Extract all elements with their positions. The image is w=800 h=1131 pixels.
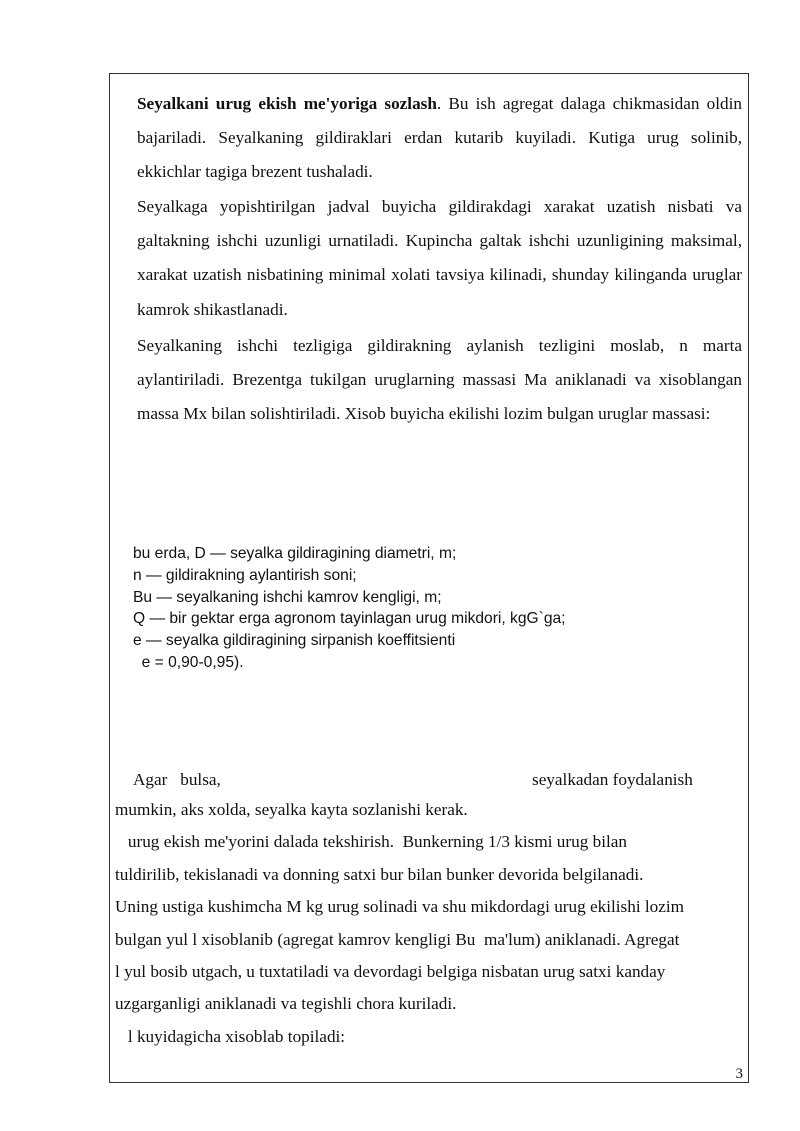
text-line: Uning ustiga kushimcha M kg urug solinadi va shu mikdordagi urug ekilishi lozim xyxy=(115,897,685,917)
paragraph-seeder-calibration xyxy=(137,87,742,190)
condition-right-text: seyalkadan foydalanish xyxy=(532,770,693,789)
text-line: bulgan yul l xisoblanib (agregat kamrov kengligi Bu ma'lum) aniklanadi. Agregat xyxy=(115,929,680,949)
definition-line: e = 0,90-0,95). xyxy=(133,653,244,671)
definition-line: Bu — seyalkaning ishchi kamrov kengligi, m; xyxy=(133,588,442,606)
field-check-section xyxy=(115,794,745,1053)
text-line: uzgarganligi aniklanadi va tegishli chora kuriladi. xyxy=(115,994,457,1014)
page-number: 3 xyxy=(735,1066,743,1082)
text-line: l yul bosib utgach, u tuxtatiladi va devordagi belgiga nisbatan urug satxi kanday xyxy=(115,962,666,982)
text-line: l kuyidagicha xisoblab topiladi: xyxy=(115,1026,346,1046)
text-line: mumkin, aks xolda, seyalka kayta sozlanishi kerak. xyxy=(115,800,468,819)
paragraph-wheel-rotation: Seyalkaning ishchi tezligiga gildirakning aylanish tezligini moslab, n marta aylantiriladi. Brezentga tukilgan uruglarning massasi Ma aniklanadi va xisoblangan massa Mx bilan solishtiriladi. Xisob buyicha ekilishi lozim bulgan uruglar massasi: xyxy=(137,336,742,424)
text-line: tuldirilib, tekislanadi va donning satxi bur bilan bunker devorida belgilanadi. xyxy=(115,864,644,884)
text-line: urug ekish me'yorini dalada tekshirish. Bunkerning 1/3 kismi urug bilan xyxy=(115,832,627,852)
paragraph-body: . Bu ish agregat dalaga chikmasidan oldin bajariladi. Seyalkaning gildiraklari erdan kutarib kuyiladi. Kutiga urug solinib, ekkichlar tagiga brezent tushaladi. xyxy=(137,94,742,182)
definition-line: n — gildirakning aylantirish soni; xyxy=(133,566,357,584)
paragraph-heading: Seyalkani urug ekish me'yoriga sozlash xyxy=(137,94,437,113)
condition-left-text: Agar bulsa, xyxy=(133,770,221,789)
definition-line: Q — bir gektar erga agronom tayinlagan urug mikdori, kgG`ga; xyxy=(133,610,566,628)
definition-line: bu erda, D — seyalka gildiragining diametri, m; xyxy=(133,545,457,562)
paragraph-transmission-setting: Seyalkaga yopishtirilgan jadval buyicha gildirakdagi xarakat uzatish nisbati va galtakning ishchi uzunligi urnatiladi. Kupincha galtak ishchi uzunligining maksimal, xarakat uzatish nisbatining minimal xolati tavsiya kilinadi, shunday kilinganda uruglar kamrok shikastlanadi. xyxy=(137,197,742,319)
definition-line: e — seyalka gildiragining sirpanish koeffitsienti xyxy=(133,632,456,650)
variable-definitions xyxy=(133,543,693,674)
